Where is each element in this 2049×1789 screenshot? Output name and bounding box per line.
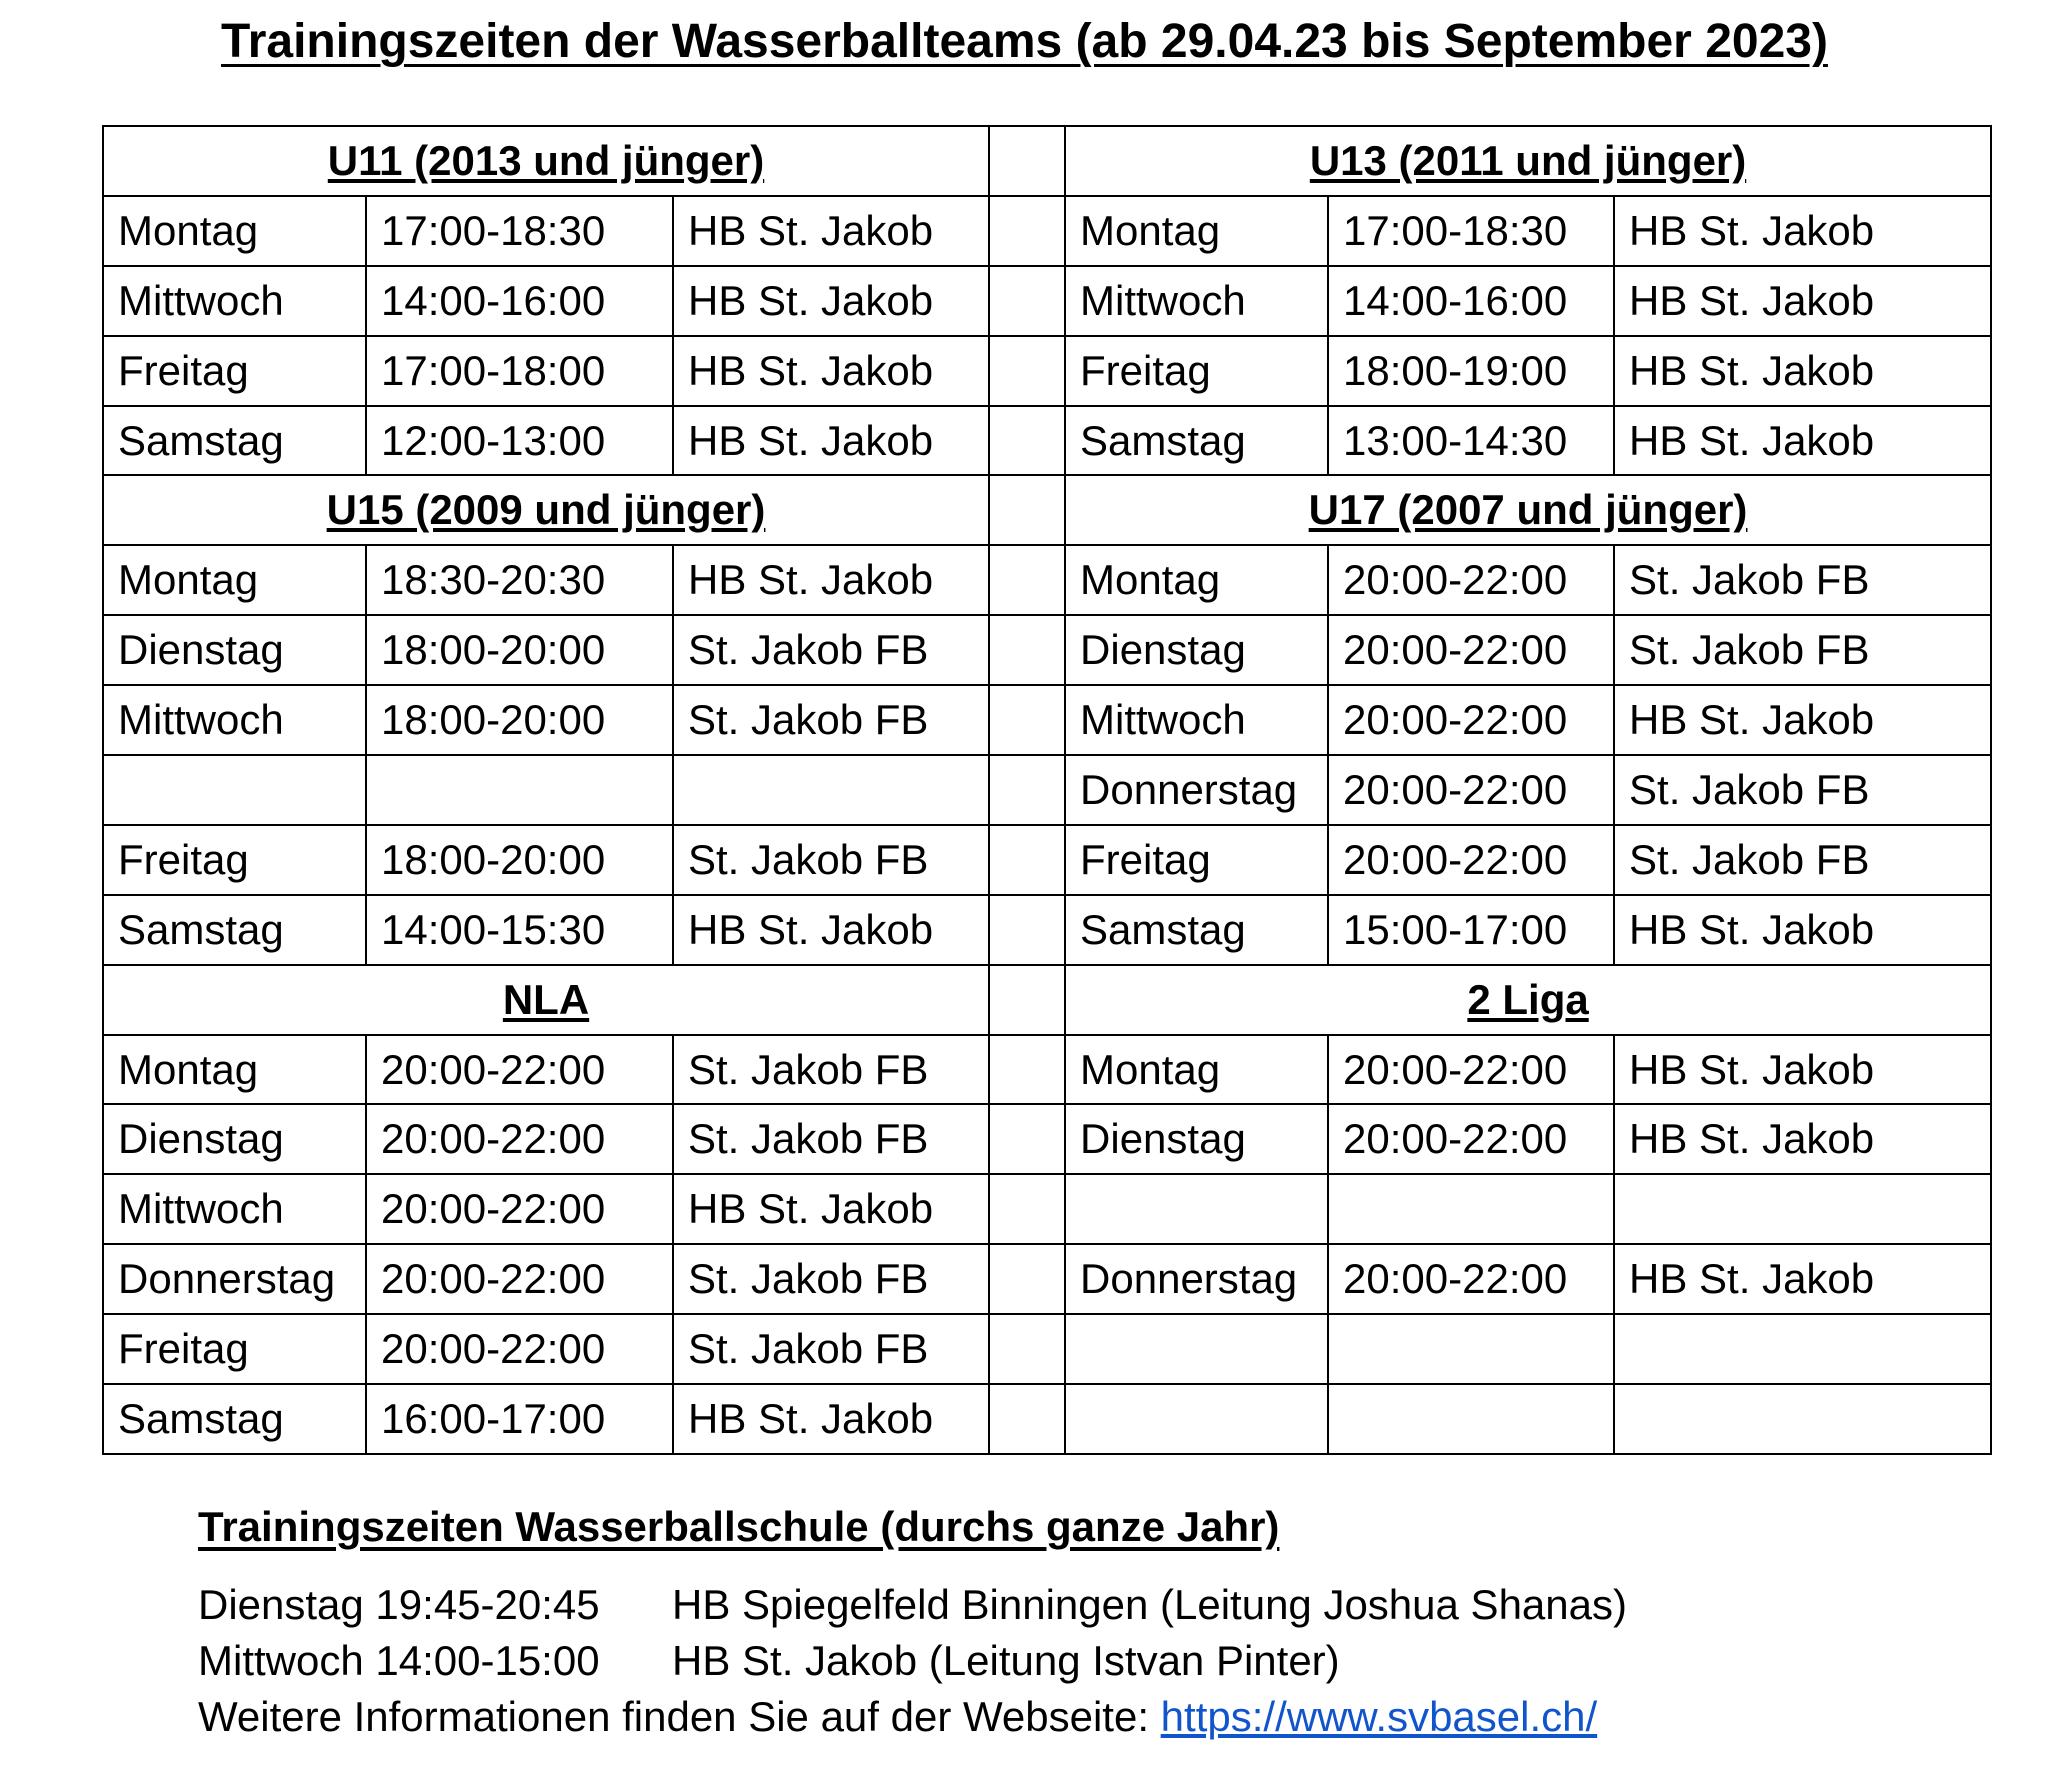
column-gap: [989, 895, 1065, 965]
day-cell: Samstag: [103, 406, 366, 476]
column-gap: [989, 1104, 1065, 1174]
day-cell: Montag: [1065, 1035, 1328, 1105]
training-schedule-table: [102, 125, 1992, 1455]
day-cell: Mittwoch: [103, 1174, 366, 1244]
day-cell: Montag: [103, 1035, 366, 1105]
location-cell: HB St. Jakob: [1614, 1244, 1991, 1314]
time-cell: 17:00-18:30: [1328, 196, 1614, 266]
table-row: [103, 1035, 1991, 1105]
page-title: Trainingszeiten der Wasserballteams (ab 29.04.23 bis September 2023): [221, 15, 1828, 68]
time-cell: 18:30-20:30: [366, 545, 673, 615]
time-cell: 20:00-22:00: [366, 1035, 673, 1105]
table-row: [103, 266, 1991, 336]
day-cell: Samstag: [103, 895, 366, 965]
column-gap: [989, 1384, 1065, 1454]
location-cell: St. Jakob FB: [673, 825, 989, 895]
location-cell: [673, 755, 989, 825]
day-cell: [1065, 1174, 1328, 1244]
column-gap: [989, 545, 1065, 615]
column-gap: [989, 126, 1065, 196]
time-cell: [1328, 1314, 1614, 1384]
column-gap: [989, 336, 1065, 406]
time-cell: [366, 755, 673, 825]
table-row: [103, 1174, 1991, 1244]
day-cell: Freitag: [103, 336, 366, 406]
column-gap: [989, 1035, 1065, 1105]
time-cell: 17:00-18:30: [366, 196, 673, 266]
day-cell: Samstag: [1065, 895, 1328, 965]
day-cell: Mittwoch: [103, 266, 366, 336]
column-gap: [989, 615, 1065, 685]
day-cell: Mittwoch: [103, 685, 366, 755]
location-cell: HB St. Jakob: [1614, 336, 1991, 406]
location-cell: HB St. Jakob: [673, 196, 989, 266]
location-cell: HB St. Jakob: [673, 1384, 989, 1454]
column-gap: [989, 1314, 1065, 1384]
location-cell: St. Jakob FB: [673, 1035, 989, 1105]
column-gap: [989, 755, 1065, 825]
table-row: [103, 1244, 1991, 1314]
day-cell: Freitag: [103, 1314, 366, 1384]
location-cell: HB St. Jakob: [673, 266, 989, 336]
day-cell: Freitag: [1065, 336, 1328, 406]
location-cell: HB St. Jakob: [1614, 1104, 1991, 1174]
location-cell: [1614, 1174, 1991, 1244]
location-cell: HB St. Jakob: [673, 1174, 989, 1244]
location-cell: St. Jakob FB: [673, 615, 989, 685]
school-where: HB St. Jakob (Leitung Istvan Pinter): [672, 1637, 1340, 1684]
column-gap: [989, 685, 1065, 755]
time-cell: 20:00-22:00: [1328, 545, 1614, 615]
day-cell: Dienstag: [1065, 1104, 1328, 1174]
location-cell: St. Jakob FB: [673, 1104, 989, 1174]
time-cell: 20:00-22:00: [366, 1244, 673, 1314]
time-cell: 18:00-19:00: [1328, 336, 1614, 406]
time-cell: 17:00-18:00: [366, 336, 673, 406]
time-cell: 16:00-17:00: [366, 1384, 673, 1454]
time-cell: 14:00-16:00: [1328, 266, 1614, 336]
day-cell: Montag: [103, 545, 366, 615]
table-row: [103, 685, 1991, 755]
table-row: [103, 406, 1991, 476]
location-cell: St. Jakob FB: [1614, 755, 1991, 825]
water-polo-school-section: [198, 1503, 1627, 1745]
time-cell: 18:00-20:00: [366, 825, 673, 895]
school-when: Mittwoch 14:00-15:00: [198, 1637, 600, 1684]
time-cell: 20:00-22:00: [366, 1314, 673, 1384]
location-cell: HB St. Jakob: [1614, 895, 1991, 965]
location-cell: [1614, 1384, 1991, 1454]
day-cell: Donnerstag: [1065, 755, 1328, 825]
day-cell: [103, 755, 366, 825]
column-gap: [989, 196, 1065, 266]
day-cell: Freitag: [1065, 825, 1328, 895]
table-row: [103, 196, 1991, 266]
time-cell: 20:00-22:00: [1328, 755, 1614, 825]
team-heading: NLA: [103, 965, 989, 1035]
day-cell: Mittwoch: [1065, 685, 1328, 755]
time-cell: [1328, 1174, 1614, 1244]
location-cell: St. Jakob FB: [1614, 615, 1991, 685]
day-cell: Dienstag: [103, 615, 366, 685]
group-heading-row: [103, 126, 1991, 196]
location-cell: HB St. Jakob: [1614, 685, 1991, 755]
table-row: [103, 1104, 1991, 1174]
time-cell: 14:00-15:30: [366, 895, 673, 965]
column-gap: [989, 965, 1065, 1035]
team-heading: U15 (2009 und jünger): [103, 475, 989, 545]
day-cell: Samstag: [103, 1384, 366, 1454]
column-gap: [989, 475, 1065, 545]
table-row: [103, 1314, 1991, 1384]
location-cell: St. Jakob FB: [1614, 825, 1991, 895]
location-cell: St. Jakob FB: [673, 1314, 989, 1384]
time-cell: 18:00-20:00: [366, 685, 673, 755]
location-cell: HB St. Jakob: [673, 406, 989, 476]
column-gap: [989, 406, 1065, 476]
time-cell: 20:00-22:00: [1328, 1244, 1614, 1314]
day-cell: Montag: [103, 196, 366, 266]
column-gap: [989, 1174, 1065, 1244]
team-heading: U17 (2007 und jünger): [1065, 475, 1991, 545]
day-cell: Donnerstag: [1065, 1244, 1328, 1314]
info-line: [198, 1689, 1627, 1745]
day-cell: [1065, 1384, 1328, 1454]
column-gap: [989, 266, 1065, 336]
location-cell: HB St. Jakob: [1614, 406, 1991, 476]
location-cell: HB St. Jakob: [1614, 196, 1991, 266]
time-cell: 18:00-20:00: [366, 615, 673, 685]
day-cell: Dienstag: [1065, 615, 1328, 685]
team-heading: U11 (2013 und jünger): [103, 126, 989, 196]
group-heading-row: [103, 475, 1991, 545]
time-cell: 20:00-22:00: [1328, 1035, 1614, 1105]
team-heading: U13 (2011 und jünger): [1065, 126, 1991, 196]
school-when: Dienstag 19:45-20:45: [198, 1581, 600, 1628]
location-cell: HB St. Jakob: [673, 545, 989, 615]
day-cell: Montag: [1065, 545, 1328, 615]
time-cell: 14:00-16:00: [366, 266, 673, 336]
column-gap: [989, 1244, 1065, 1314]
table-row: [103, 545, 1991, 615]
school-line: [198, 1577, 1627, 1633]
school-line: [198, 1633, 1627, 1689]
day-cell: Samstag: [1065, 406, 1328, 476]
time-cell: 20:00-22:00: [366, 1174, 673, 1244]
location-cell: HB St. Jakob: [1614, 266, 1991, 336]
time-cell: 15:00-17:00: [1328, 895, 1614, 965]
table-row: [103, 755, 1991, 825]
column-gap: [989, 825, 1065, 895]
time-cell: 20:00-22:00: [1328, 615, 1614, 685]
table-row: [103, 1384, 1991, 1454]
time-cell: 13:00-14:30: [1328, 406, 1614, 476]
location-cell: [1614, 1314, 1991, 1384]
day-cell: Donnerstag: [103, 1244, 366, 1314]
group-heading-row: [103, 965, 1991, 1035]
location-cell: St. Jakob FB: [673, 1244, 989, 1314]
day-cell: Dienstag: [103, 1104, 366, 1174]
time-cell: 20:00-22:00: [1328, 1104, 1614, 1174]
day-cell: Mittwoch: [1065, 266, 1328, 336]
time-cell: 20:00-22:00: [1328, 825, 1614, 895]
school-where: HB Spiegelfeld Binningen (Leitung Joshua Shanas): [672, 1581, 1627, 1628]
location-cell: HB St. Jakob: [673, 895, 989, 965]
table-row: [103, 615, 1991, 685]
school-title: Trainingszeiten Wasserballschule (durchs ganze Jahr): [198, 1503, 1280, 1550]
time-cell: [1328, 1384, 1614, 1454]
info-text: Weitere Informationen finden Sie auf der Webseite:: [198, 1693, 1161, 1740]
time-cell: 20:00-22:00: [366, 1104, 673, 1174]
location-cell: St. Jakob FB: [1614, 545, 1991, 615]
location-cell: HB St. Jakob: [673, 336, 989, 406]
location-cell: HB St. Jakob: [1614, 1035, 1991, 1105]
day-cell: [1065, 1314, 1328, 1384]
day-cell: Freitag: [103, 825, 366, 895]
team-heading: 2 Liga: [1065, 965, 1991, 1035]
time-cell: 12:00-13:00: [366, 406, 673, 476]
day-cell: Montag: [1065, 196, 1328, 266]
table-row: [103, 336, 1991, 406]
website-link[interactable]: https://www.svbasel.ch/: [1160, 1693, 1598, 1740]
location-cell: St. Jakob FB: [673, 685, 989, 755]
table-row: [103, 825, 1991, 895]
table-row: [103, 895, 1991, 965]
time-cell: 20:00-22:00: [1328, 685, 1614, 755]
